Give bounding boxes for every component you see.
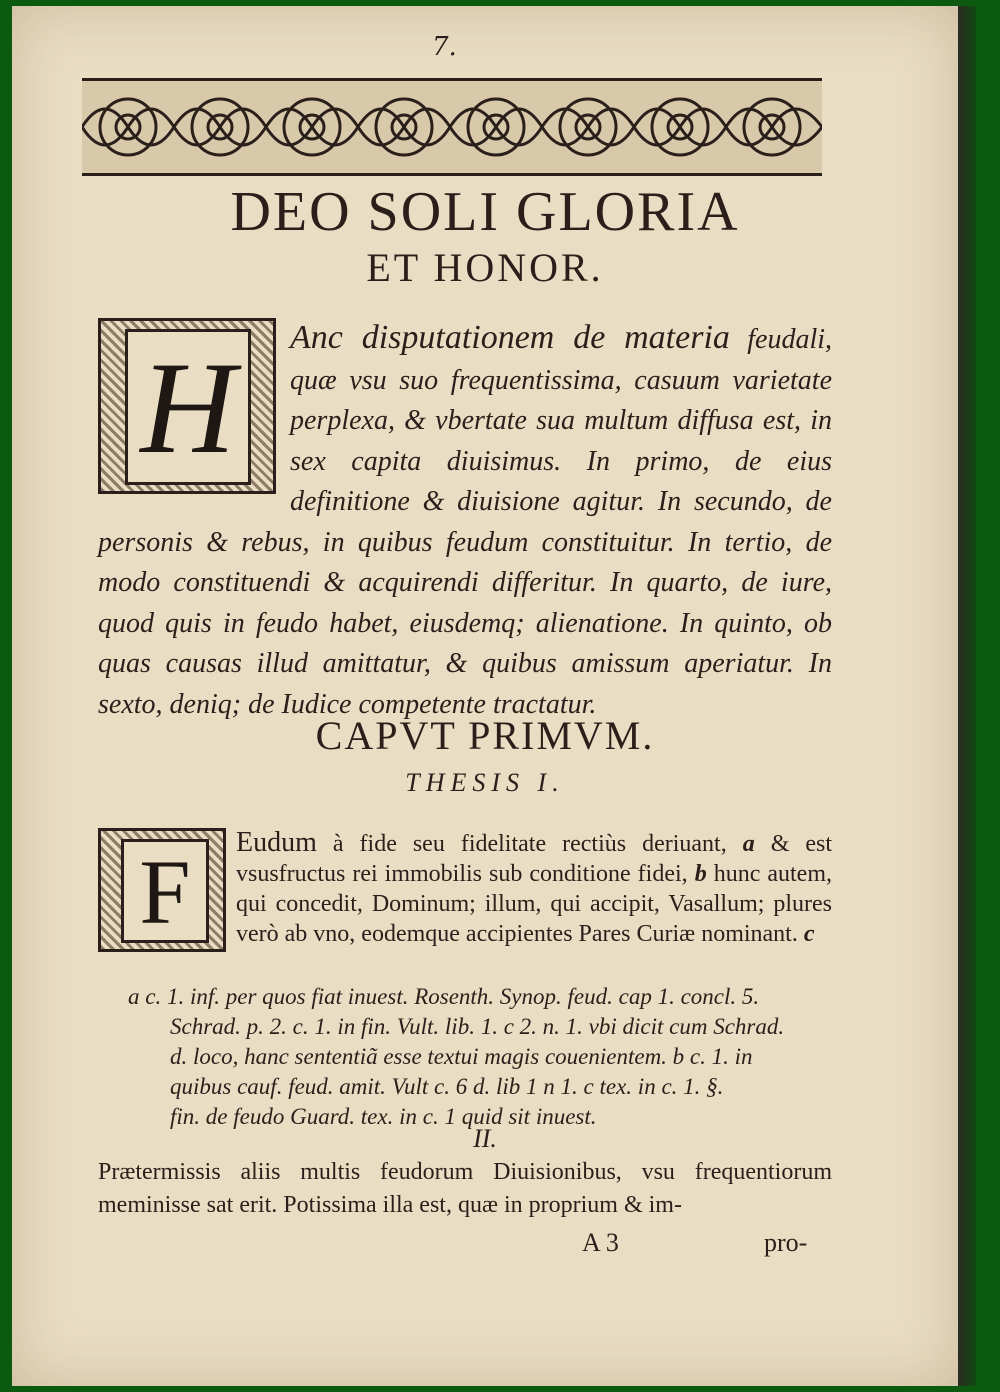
signature-mark: A 3 bbox=[582, 1228, 619, 1257]
thesis-heading: THESIS I. bbox=[405, 768, 565, 797]
book-page bbox=[12, 6, 958, 1386]
initial-frame bbox=[98, 318, 276, 494]
decorated-initial-h bbox=[98, 318, 284, 490]
initial-letter: F bbox=[121, 839, 209, 943]
thesis-first-word: Eudum bbox=[236, 827, 317, 858]
note-line: Schrad. p. 2. c. 1. in fin. Vult. lib. 1. c 2. n. 1. vbi dicit cum Schrad. bbox=[170, 1014, 785, 1039]
note-line: quibus cauf. feud. amit. Vult c. 6 d. lib 1 n 1. c tex. in c. 1. §. bbox=[170, 1074, 724, 1099]
decorated-initial-f bbox=[98, 828, 230, 954]
section-2-paragraph: Prætermissis aliis multis feudorum Diuisionibus, vsu frequentiorum meminisse sat erit. Potissima illa est, quæ in proprium & im- bbox=[98, 1159, 832, 1218]
marginal-notes bbox=[128, 982, 832, 1132]
footnote-marker: a bbox=[742, 831, 755, 857]
ornamental-headpiece bbox=[82, 78, 822, 176]
chapter-heading: CAPVT PRIMVM. bbox=[315, 713, 655, 758]
footnote-marker: b bbox=[694, 861, 707, 887]
initial-letter: H bbox=[125, 329, 251, 485]
thesis-1-paragraph bbox=[98, 828, 832, 954]
footnote-marker: c bbox=[803, 921, 815, 947]
intro-paragraph bbox=[98, 318, 832, 725]
thesis-text-b: & est vsusfructus rei immobilis sub conditione fidei, bbox=[236, 831, 833, 887]
note-line: a c. 1. inf. per quos fiat inuest. Rosenth. Synop. feud. cap 1. concl. 5. bbox=[128, 984, 760, 1009]
section-number: II. bbox=[473, 1124, 497, 1153]
page-number: 7. bbox=[432, 32, 457, 62]
title-line-1: DEO SOLI GLORIA bbox=[230, 181, 740, 243]
initial-frame bbox=[98, 828, 226, 952]
catchword: pro- bbox=[764, 1228, 808, 1257]
intro-text: feudali, quæ vsu suo frequentissima, casuum varietate perplexa, & vbertate sua multum diffusa est, in sex capita diuisimus. In primo, de eius definitione & diuisione agitur. In secundo, de personis & rebus, in quibus feudum constituitur. In tertio, de modo constituendi & acquirendi differitur. In quarto, de iure, quod quis in feudo habet, eiusdemq; alienatione. In quinto, ob quas causas illud amittatur, & quibus amissum aperiatur. In sexto, deniq; de Iudice competente tractatur. bbox=[98, 324, 832, 720]
title-line-2: ET HONOR. bbox=[366, 245, 604, 290]
intro-lead: Anc disputationem de materia bbox=[290, 319, 730, 356]
note-line: fin. de feudo Guard. tex. in c. 1 quid sit inuest. bbox=[170, 1104, 597, 1129]
page-edge-shadow bbox=[958, 6, 976, 1386]
note-line: d. loco, hanc sententiã esse textui magis couenientem. b c. 1. in bbox=[170, 1044, 753, 1069]
thesis-text-c: hunc autem, qui concedit, Dominum; illum, qui accipit, Vasallum; plures verò ab vno, eodemque accipientes Pares Curiæ nominant. bbox=[236, 861, 833, 947]
thesis-text-a: à fide seu fidelitate rectiùs deriuant, bbox=[332, 831, 727, 857]
